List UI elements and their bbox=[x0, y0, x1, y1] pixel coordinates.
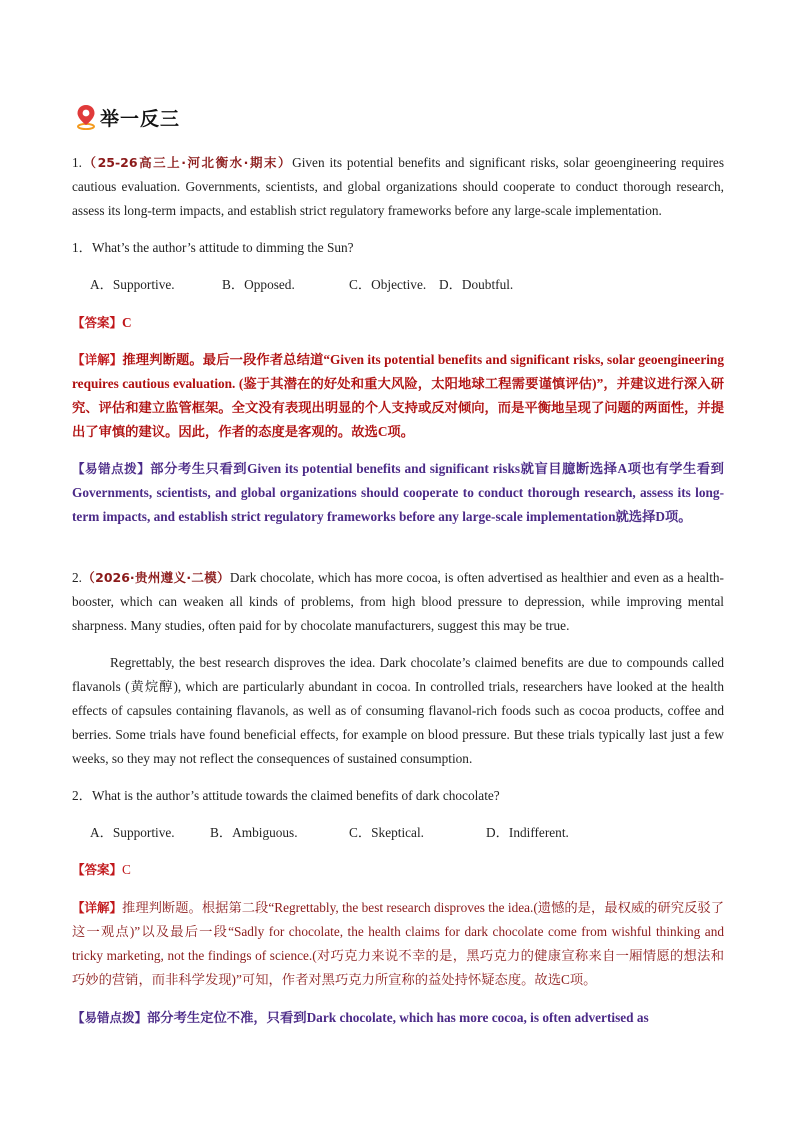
q2-source: （2026·贵州遵义·二模） bbox=[81, 570, 230, 585]
q2-detail-text: 推理判断题。根据第二段“Regrettably, the best research disproves the idea.(遗憾的是，最权威的研究反驳了这一观点)”以及最后一段“Sadly for chocolate, the health claims for dark chocolate come from wishful thinking and tricky marketing, not the findings of science.(对巧克力来说不幸的是，黑巧克力的健康宣称来自一厢情愿的想法和巧妙的营销，而非科学发现)”可知，作者对黑巧克力所宣称的益处持怀疑态度。故选C项。 bbox=[72, 900, 724, 987]
q2-error-text: 部分考生定位不准，只看到Dark chocolate, which has more cocoa, is often advertised as bbox=[147, 1010, 649, 1025]
q1-detail-text: 推理判断题。最后一段作者总结道“Given its potential benefits and significant risks, solar geoengineering requires cautious evaluation. (鉴于其潜在的好处和重大风险，太阳地球工程需要谨慎评估)”，并建议进行深入研究、评估和建立监管框架。全文没有表现出明显的个人支持或反对倾向，而是平衡地呈现了问题的两面性，并提出了审慎的建议。因此，作者的态度是客观的。故选C项。 bbox=[72, 352, 724, 439]
q2-detail-label: 【详解】 bbox=[72, 900, 123, 915]
section-heading bbox=[76, 100, 180, 134]
q2-passage-1-text: Dark chocolate, which has more cocoa, is often advertised as healthier and even as a health-booster, which can weaken all kinds of problems, from high blood pressure to depression, while improving mental sharpness. Many studies, often paid for by chocolate manufacturers, suggest this may be true. bbox=[72, 570, 724, 633]
q1-option-a: A．Supportive. bbox=[90, 277, 175, 292]
q1-number: 1. bbox=[72, 155, 82, 170]
q2-option-c: C．Skeptical. bbox=[349, 825, 424, 840]
q2-question: 2．What is the author’s attitude towards the claimed benefits of dark chocolate? bbox=[72, 788, 500, 803]
q2-option-d: D．Indifferent. bbox=[486, 825, 569, 840]
q2-passage-1 bbox=[72, 566, 724, 638]
q1-answer-label: 【答案】 bbox=[72, 315, 123, 330]
q1-passage-text: Given its potential benefits and significant risks, solar geoengineering requires cautious evaluation. Governments, scientists, and global organizations should cooperate to conduct thorough research, assess its long-term impacts, and establish strict regulatory frameworks before any large-scale implementation. bbox=[72, 155, 724, 218]
q2-error-tip bbox=[72, 1006, 724, 1030]
q2-option-b: B．Ambiguous. bbox=[210, 825, 298, 840]
q1-option-d: D．Doubtful. bbox=[439, 277, 514, 292]
q2-error-label: 【易错点拨】 bbox=[72, 1010, 148, 1025]
q2-answer bbox=[72, 858, 724, 882]
location-pin-icon bbox=[76, 104, 96, 130]
q1-error-tip bbox=[72, 457, 724, 529]
section-title: 举一反三 bbox=[100, 107, 181, 130]
q1-detail-label: 【详解】 bbox=[72, 352, 123, 367]
q1-detail bbox=[72, 348, 724, 444]
q2-passage-2: Regrettably, the best research disproves the idea. Dark chocolate’s claimed benefits are due to compounds called flavanols (黄烷醇), which are particularly abundant in cocoa. In controlled trials, researchers have looked at the health effects of capsules containing flavanols, as well as of consuming flavanol-rich foods such as cocoa products, coffee and berries. Some trials have found beneficial effects, for example on blood pressure. But these trials typically last just a few weeks, so they may not reflect the consequences of sustained consumption. bbox=[72, 655, 724, 766]
q2-answer-value: C bbox=[122, 862, 131, 877]
q2-answer-label: 【答案】 bbox=[72, 862, 123, 877]
q1-source: （25-26高三上·河北衡水·期末） bbox=[81, 155, 293, 170]
q1-option-b: B．Opposed. bbox=[222, 277, 295, 292]
q1-answer-value: C bbox=[122, 315, 132, 330]
q2-number: 2. bbox=[72, 570, 82, 585]
q1-answer bbox=[72, 311, 724, 335]
q1-error-text: 部分考生只看到Given its potential benefits and significant risks就盲目臆断选择A项也有学生看到Governments, scientists, and global organizations should cooperate to conduct thorough research, assess its long-term impacts, and establish strict regulatory frameworks before any large-scale implementation就选择D项。 bbox=[72, 461, 724, 524]
q1-option-c: C．Objective. bbox=[349, 277, 427, 292]
q2-detail bbox=[72, 896, 724, 992]
q2-option-a: A．Supportive. bbox=[90, 825, 175, 840]
q1-passage bbox=[72, 151, 724, 223]
q1-error-label: 【易错点拨】 bbox=[72, 461, 151, 476]
q1-question: 1．What’s the author’s attitude to dimming the Sun? bbox=[72, 240, 354, 255]
